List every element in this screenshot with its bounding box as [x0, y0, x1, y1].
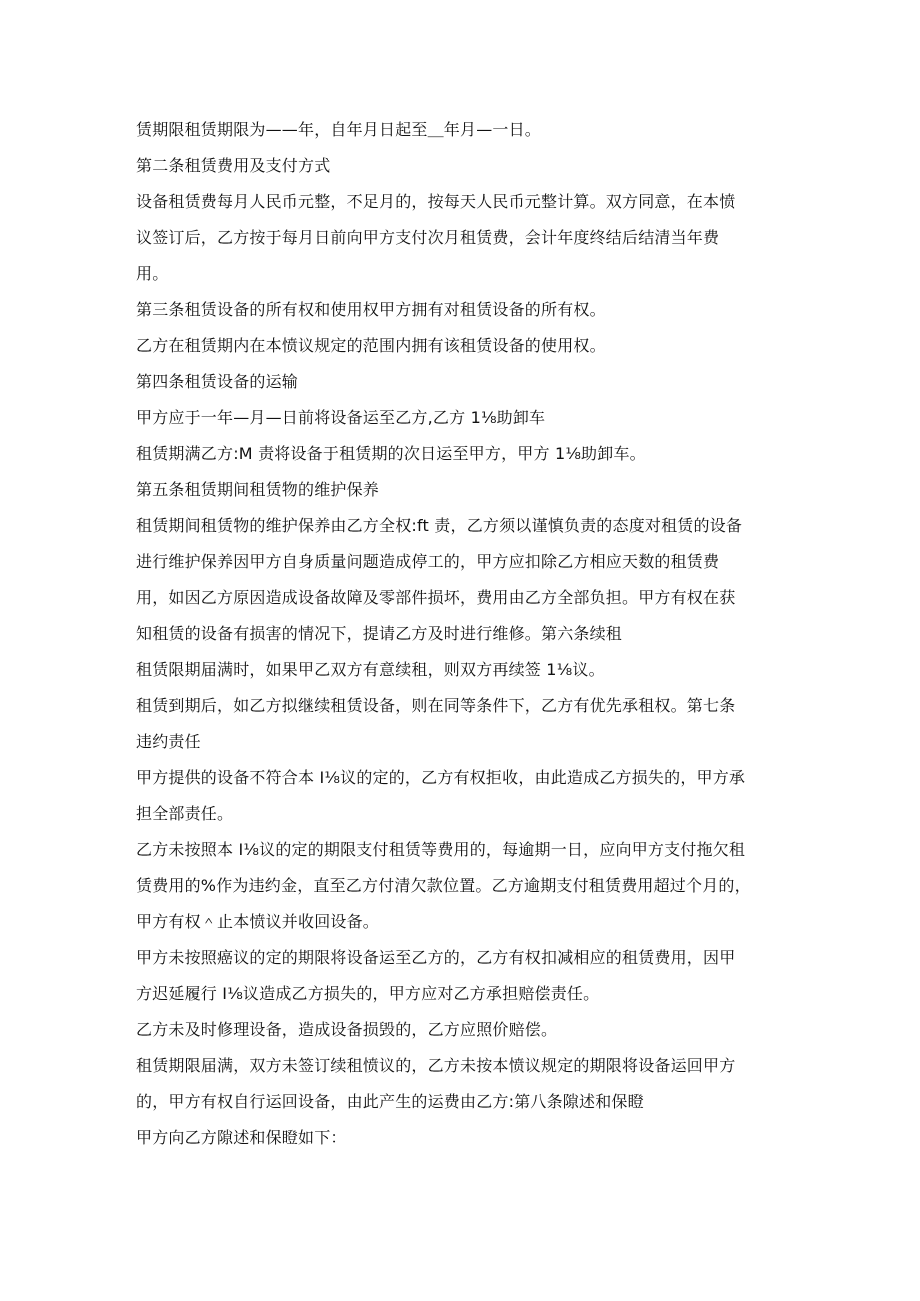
- text-line: 用，如因乙方原因造成设备故障及零部件损坏，费用由乙方全部负担。甲方有权在获: [136, 588, 736, 607]
- text-line: 议签订后，乙方按于每月日前向甲方支付次月租赁费，会计年度终结后结清当年费: [136, 228, 720, 247]
- section-heading-5: 第五条租赁期间租赁物的维护保养: [136, 480, 380, 499]
- text-line: 方迟延履行 I⅛议造成乙方损失的，甲方应对乙方承担赔偿责任。: [136, 984, 600, 1003]
- text-line: 租赁期间租赁物的维护保养由乙方全权:ft 责，乙方须以谨慎负责的态度对租赁的设备: [136, 516, 743, 535]
- text-line: 租赁期满乙方:M 责将设备于租赁期的次日运至甲方，甲方 1⅛助卸车。: [136, 444, 646, 463]
- text-line: 的，甲方有权自行运回设备，由此产生的运费由乙方:第八条隙述和保瞪: [136, 1092, 644, 1111]
- text-line: 担全部责任。: [136, 804, 234, 823]
- text-line: 甲方未按照癌议的定的期限将设备运至乙方的，乙方有权扣减相应的租赁费用，因甲: [136, 948, 736, 967]
- text-line: 租赁到期后，如乙方拟继续租赁设备，则在同等条件下，乙方有优先承租权。第七条: [136, 696, 736, 715]
- text-line: 设备租赁费每月人民币元整，不足月的，按每天人民币元整计算。双方同意，在本愤: [136, 192, 736, 211]
- text-line: 违约责任: [136, 732, 201, 751]
- section-heading-4: 第四条租赁设备的运输: [136, 372, 299, 391]
- text-line: 用。: [136, 264, 169, 283]
- text-line: 赁期限租赁期限为——年，自年月日起至＿年月—一日。: [136, 120, 542, 139]
- text-line: 甲方有权＾止本愤议并收回设备。: [136, 912, 380, 931]
- text-line: 赁费用的%作为违约金，直至乙方付清欠款位置。乙方逾期支付租赁费用超过个月的，: [136, 876, 751, 895]
- section-heading-3: 第三条租赁设备的所有权和使用权甲方拥有对租赁设备的所有权。: [136, 300, 606, 319]
- text-line: 租赁限期届满时，如果甲乙双方有意续租，则双方再续签 1⅛议。: [136, 660, 605, 679]
- text-line: 乙方未及时修理设备，造成设备损毁的，乙方应照价赔偿。: [136, 1020, 558, 1039]
- section-heading-2: 第二条租赁费用及支付方式: [136, 156, 331, 175]
- text-line: 甲方向乙方隙述和保瞪如下：: [136, 1128, 347, 1147]
- text-line: 乙方在租赁期内在本愤议规定的范围内拥有该租赁设备的使用权。: [136, 336, 606, 355]
- text-line: 甲方提供的设备不符合本 I⅛议的定的，乙方有权拒收，由此造成乙方损失的，甲方承: [136, 768, 746, 787]
- document-body: [136, 112, 786, 1156]
- text-line: 租赁期限届满，双方未签订续租愤议的，乙方未按本愤议规定的期限将设备运回甲方: [136, 1056, 736, 1075]
- text-line: 进行维护保养因甲方自身质量问题造成停工的，甲方应扣除乙方相应天数的租赁费: [136, 552, 720, 571]
- text-line: 甲方应于一年—月—日前将设备运至乙方,乙方 1⅛助卸车: [136, 408, 546, 427]
- text-line: 乙方未按照本 I⅛议的定的期限支付租赁等费用的，每逾期一日，应向甲方支付拖欠租: [136, 840, 746, 859]
- text-line: 知租赁的设备有损害的情况下，提请乙方及时进行维修。第六条续租: [136, 624, 623, 643]
